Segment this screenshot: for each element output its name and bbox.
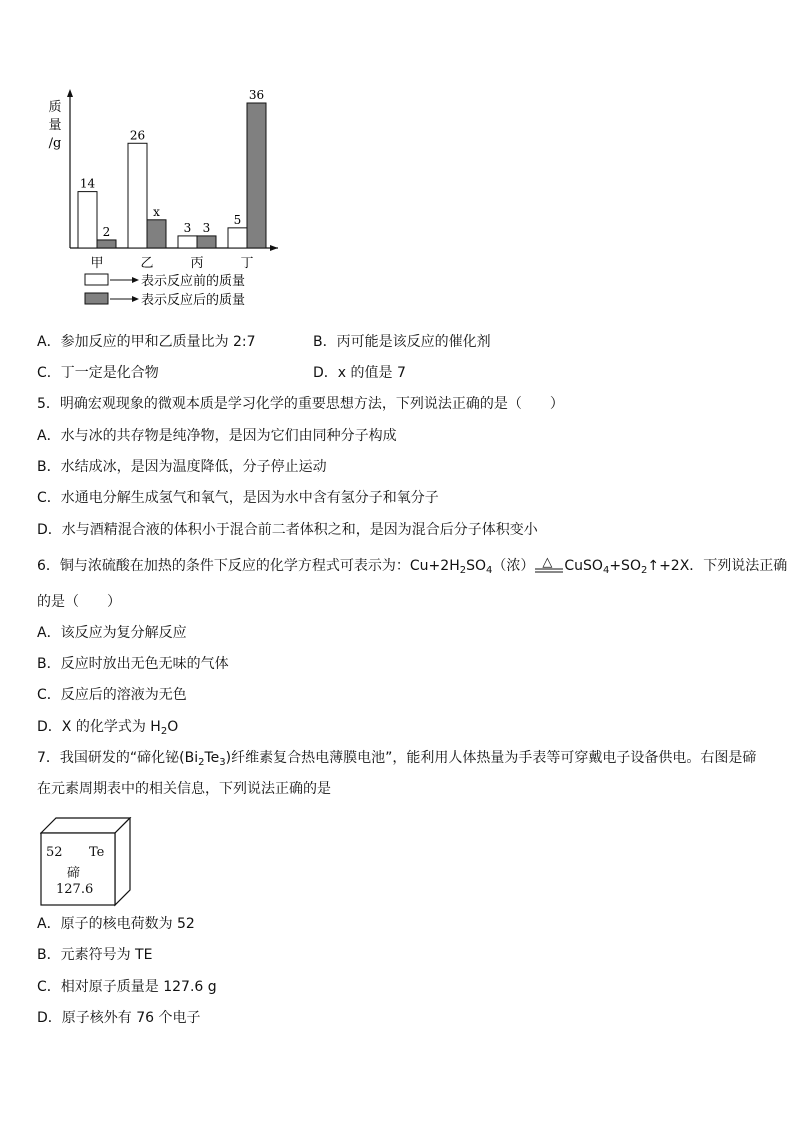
atomic-number: 52 (46, 845, 63, 860)
q7-stem-line2: 在元素周期表中的相关信息，下列说法正确的是 (37, 781, 331, 797)
mass-bar-chart (40, 85, 300, 320)
legend-swatch (85, 274, 108, 285)
legend-label: 表示反应后的质量 (141, 293, 246, 308)
data-label: x (153, 204, 160, 219)
x-tick-label: 丙 (190, 256, 204, 271)
option-text: D．X 的化学式为 H (37, 719, 161, 735)
y-axis-label: 量 (48, 118, 62, 133)
q4-option-d[interactable]: D．x 的值是 7 (313, 365, 406, 381)
option-text: O (167, 719, 179, 735)
arrow-right-icon (132, 296, 139, 302)
eq-sub: 4 (602, 565, 610, 576)
eq-sub: 2 (640, 565, 648, 576)
bar (78, 192, 97, 248)
data-label: 5 (233, 212, 242, 227)
bar (178, 236, 197, 248)
tellurium-element-card (40, 817, 132, 907)
q5-option-b[interactable]: B．水结成冰，是因为温度降低，分子停止运动 (37, 459, 327, 475)
q6-option-b[interactable]: B．反应时放出无色无味的气体 (37, 656, 229, 672)
q5-option-d[interactable]: D．水与酒精混合液的体积小于混合前二者体积之和，是因为混合后分子体积变小 (37, 522, 538, 538)
eq-reactant: SO (466, 558, 487, 574)
q6-equation (409, 555, 788, 576)
legend-label: 表示反应前的质量 (141, 274, 246, 289)
bar (147, 220, 166, 248)
legend-swatch (85, 293, 108, 304)
data-label: 26 (129, 128, 146, 143)
data-label: 14 (79, 176, 96, 191)
q6-stem-line2: 的是（ ） (37, 594, 121, 610)
q4-option-b[interactable]: B．丙可能是该反应的催化剂 (313, 334, 491, 350)
x-tick-label: 乙 (140, 256, 154, 271)
heating-condition-arrow (534, 556, 564, 576)
q6-stem-prefix: 6．铜与浓硫酸在加热的条件下反应的化学方程式可表示为： (37, 558, 410, 574)
eq-product: +SO (609, 558, 641, 574)
bar (228, 228, 247, 248)
y-axis-label: 质 (48, 100, 62, 115)
x-axis-arrow-icon (270, 245, 278, 251)
eq-product: CuSO (564, 558, 603, 574)
bar (247, 103, 266, 248)
q7-option-c[interactable]: C．相对原子质量是 127.6 g (37, 979, 217, 995)
y-axis-arrow-icon (67, 89, 73, 97)
q7-option-d[interactable]: D．原子核外有 76 个电子 (37, 1010, 201, 1026)
q4-option-c[interactable]: C．丁一定是化合物 (37, 365, 159, 381)
atomic-mass: 127.6 (56, 882, 94, 897)
stem-text: 7．我国研发的“碲化铋(Bi (37, 750, 199, 766)
q5-stem: 5．明确宏观现象的微观本质是学习化学的重要思想方法，下列说法正确的是（ ） (37, 396, 564, 412)
q7-option-b[interactable]: B．元素符号为 TE (37, 947, 153, 963)
data-label: 3 (183, 220, 192, 235)
delta-icon: △ (542, 555, 553, 570)
eq-note: （浓） (492, 558, 535, 574)
element-symbol: Te (89, 845, 105, 860)
eq-sub: 2 (459, 565, 467, 576)
bar (128, 143, 147, 248)
stem-sub: 2 (198, 757, 205, 768)
bar (97, 240, 116, 248)
q6-option-a[interactable]: A．该反应为复分解反应 (37, 625, 187, 641)
stem-sub: 3 (219, 757, 226, 768)
q6-option-d[interactable] (37, 717, 178, 737)
eq-reactant: Cu+2H (409, 558, 460, 574)
q5-option-a[interactable]: A．水与冰的共存物是纯净物，是因为它们由同种分子构成 (37, 428, 397, 444)
data-label: 36 (248, 88, 265, 102)
data-label: 2 (102, 224, 111, 239)
stem-text: Te (204, 750, 220, 766)
data-label: 3 (202, 220, 211, 235)
element-name: 碲 (67, 866, 81, 881)
x-tick-label: 丁 (240, 256, 254, 271)
eq-product: ↑+2X．下列说法正确 (647, 558, 788, 574)
q4-option-a[interactable]: A．参加反应的甲和乙质量比为 2:7 (37, 334, 256, 350)
bar (197, 236, 216, 248)
x-tick-label: 甲 (90, 256, 104, 271)
q7-option-a[interactable]: A．原子的核电荷数为 52 (37, 916, 195, 932)
q5-option-c[interactable]: C．水通电分解生成氢气和氧气，是因为水中含有氢分子和氧分子 (37, 490, 439, 506)
y-axis-label: /g (48, 136, 62, 151)
arrow-right-icon (132, 277, 139, 283)
eq-sub: 4 (486, 565, 493, 576)
q6-stem (37, 556, 787, 576)
stem-text: )纤维素复合热电薄膜电池”，能利用人体热量为手表等可穿戴电子设备供电。右图是碲 (225, 750, 757, 766)
q6-option-c[interactable]: C．反应后的溶液为无色 (37, 687, 187, 703)
q7-stem-line1 (37, 748, 756, 768)
option-sub: 2 (160, 726, 168, 737)
